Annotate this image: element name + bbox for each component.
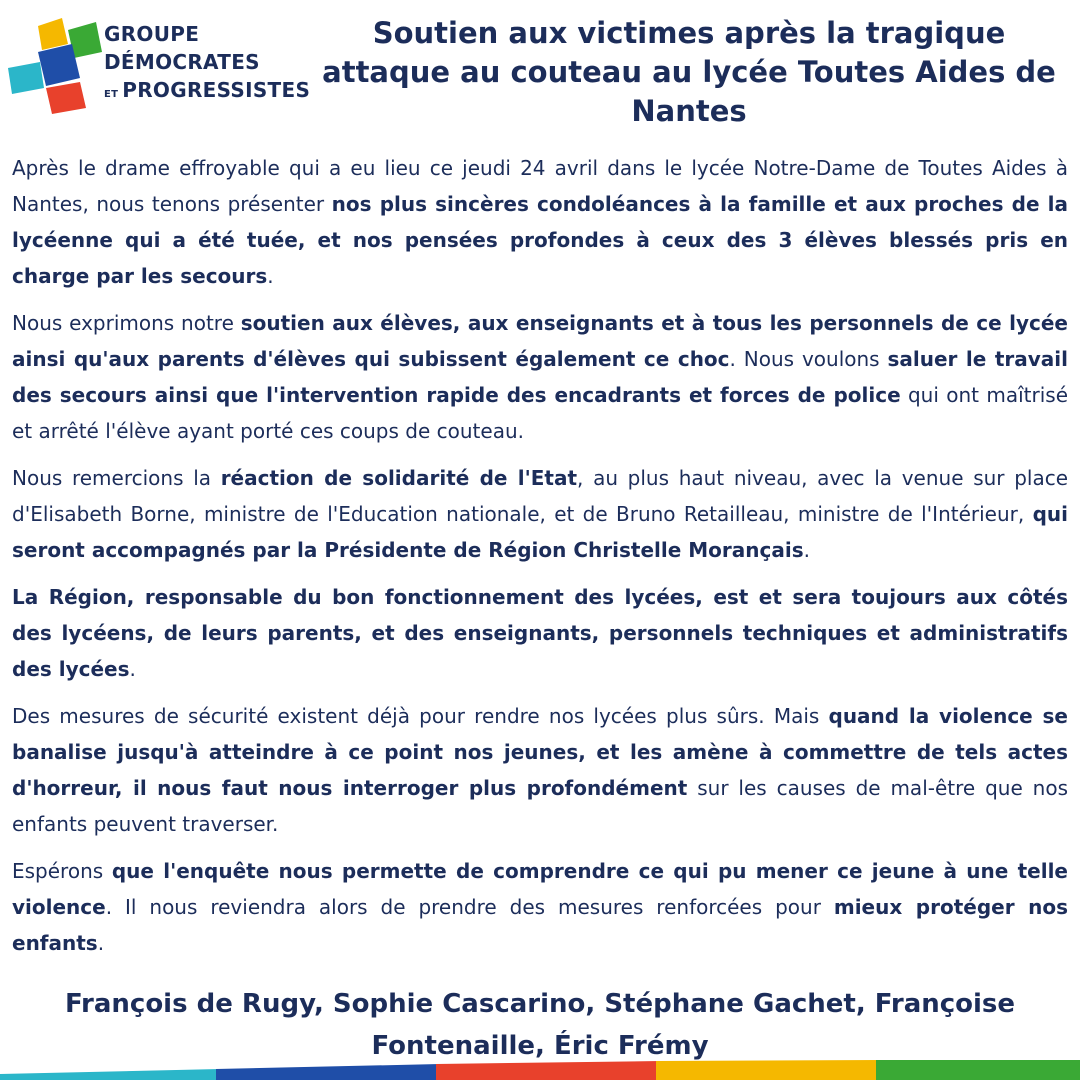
group-logo [8,18,311,118]
bold-text-run: réaction de solidarité de l'Etat [220,466,578,490]
paragraph [12,305,1068,449]
text-run: qui ont maîtrisé et arrêté l'élève ayant porté ces coups de couteau. [12,383,1068,443]
logo-line-democrates: DÉMOCRATES [104,50,260,74]
bold-text-run: mieux protéger nos enfants [12,895,1069,955]
bar-blue-segment [216,1064,440,1080]
text-run: . [129,657,136,681]
bar-green-segment [876,1060,1080,1080]
text-run: Des mesures de sécurité existent déjà pour rendre nos lycées plus sûrs. Mais [12,704,829,728]
paragraph [12,698,1068,842]
bar-teal-segment [0,1069,220,1080]
bar-yellow-segment [656,1060,880,1080]
logo-progressistes: PROGRESSISTES [122,78,311,102]
text-run: . [97,931,105,955]
logo-et: ET [104,89,119,100]
text-run: . [267,264,274,288]
bold-text-run: saluer le travail des secours ainsi que l'intervention rapide des encadrants et forces de police [12,347,1069,407]
bottom-color-bar [0,1060,1080,1080]
signatories: François de Rugy, Sophie Cascarino, Stéphane Gachet, Françoise Fontenaille, Éric Frémy [64,989,1016,1061]
logo-mark-icon [8,18,104,118]
paragraph [12,460,1068,568]
text-run: Après le drame effroyable qui a eu lieu ce jeudi 24 avril dans le lycée Notre-Dame de Toutes Aides à Nantes, nous tenons présenter [12,156,1068,216]
logo-teal-square [8,62,44,94]
bar-red-segment [436,1061,660,1080]
logo-wordmark [104,20,310,109]
text-run: . Nous voulons [729,347,888,371]
statement-body [12,150,1068,972]
bold-text-run: La Région, responsable du bon fonctionnement des lycées, est et sera toujours aux côtés des lycéens, de leurs parents, et des enseignants, personnels techniques et administratifs des lycées [12,585,1068,681]
text-run: , au plus haut niveau, avec la venue sur place d'Elisabeth Borne, ministre de l'Education nationale, et de Bruno Retailleau, ministre de l'Intérieur, [12,466,1068,526]
text-run: sur les causes de mal-être que nos enfants peuvent traverser. [12,776,1068,836]
bold-text-run: soutien aux élèves, aux enseignants et à tous les personnels de ce lycée ainsi qu'aux parents d'élèves qui subissent également ce choc [12,311,1068,371]
logo-red-square [46,82,86,114]
text-run: . Il nous reviendra alors de prendre des mesures renforcées pour [105,895,834,919]
bold-text-run: quand la violence se banalise jusqu'à atteindre à ce point nos jeunes, et les amène à commettre de tels actes d'horreur, il nous faut nous interroger plus profondément [12,704,1068,800]
paragraph [12,579,1068,687]
logo-yellow-square [38,18,68,50]
bold-text-run: que l'enquête nous permette de comprendre ce qui pu mener ce jeune à une telle violence [12,859,1068,919]
logo-line-progressistes [104,76,310,109]
page-title: Soutien aux victimes après la tragique attaque au couteau au lycée Toutes Aides de Nantes [322,16,1056,128]
logo-line-groupe: GROUPE [104,22,200,46]
bold-text-run: nos plus sincères condoléances à la famille et aux proches de la lycéenne qui a été tuée, et nos pensées profondes à ceux des 3 élèves blessés pris en charge par les secours [12,192,1068,288]
paragraph [12,853,1068,961]
text-run: Nous remercions la [12,466,221,490]
text-run: Nous exprimons notre [12,311,241,335]
paragraph [12,150,1068,294]
bold-text-run: qui seront accompagnés par la Présidente de Région Christelle Morançais [12,502,1068,562]
text-run: . [803,538,810,562]
text-run: Espérons [12,859,112,883]
